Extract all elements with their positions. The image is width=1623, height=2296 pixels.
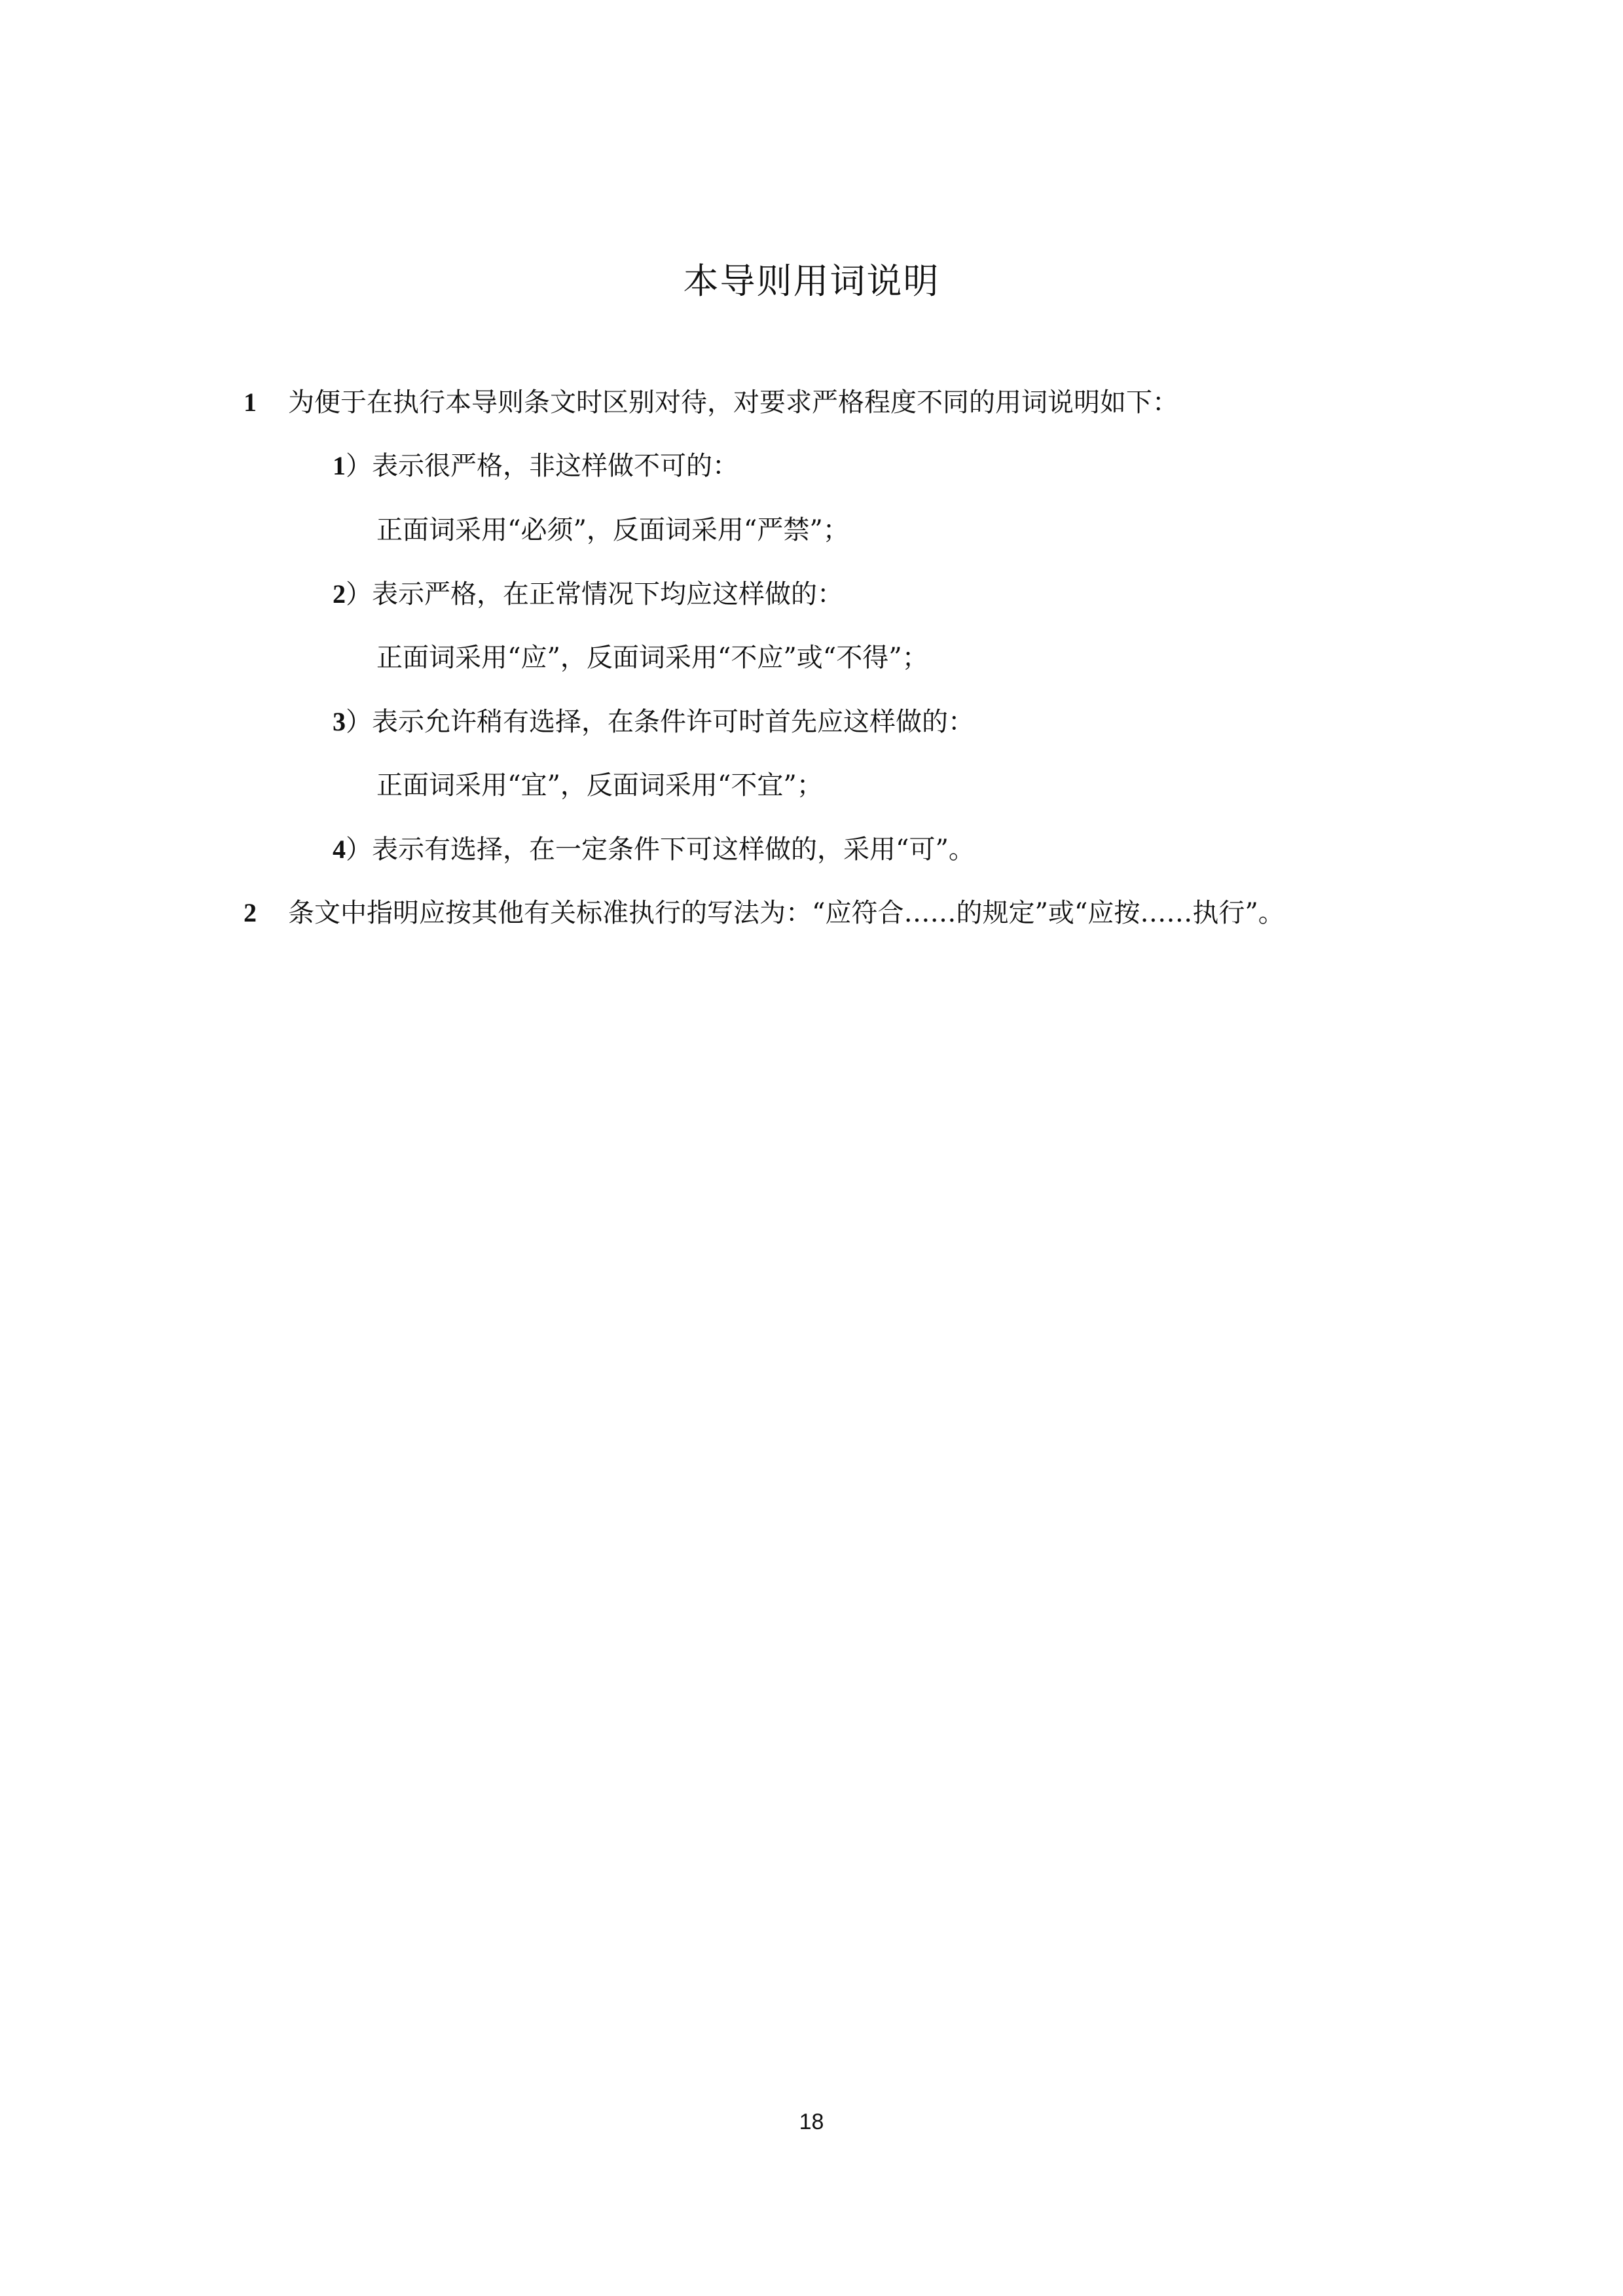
list-item-4 (333, 830, 975, 869)
item-number: 4 (333, 834, 346, 864)
item-detail: 正面词采用“应”，反面词采用“不应”或“不得”； (376, 643, 928, 673)
item-detail: 正面词采用“必须”，反面词采用“严禁”； (376, 515, 849, 545)
item-detail: 正面词采用“宜”，反面词采用“不宜”； (376, 770, 823, 800)
list-item-3 (333, 702, 974, 742)
list-item-2 (333, 575, 843, 614)
item-number: 2 (333, 579, 346, 609)
clause-number: 2 (244, 898, 257, 927)
item-label: ）表示允许稍有选择，在条件许可时首先应这样做的： (346, 707, 974, 737)
item-label: ）表示有选择，在一定条件下可这样做的，采用“可”。 (346, 834, 975, 865)
item-number: 3 (333, 707, 346, 736)
item-label: ）表示很严格，非这样做不可的： (346, 451, 739, 481)
item-label: ）表示严格，在正常情况下均应这样做的： (346, 579, 843, 609)
item-number: 1 (333, 451, 346, 480)
clause-text: 条文中指明应按其他有关标准执行的写法为：“应符合……的规定”或“应按……执行”。 (288, 898, 1285, 928)
clause-number: 1 (244, 387, 257, 417)
page-title: 本导则用词说明 (683, 260, 940, 302)
clause-text: 为便于在执行本导则条文时区别对待，对要求严格程度不同的用词说明如下： (288, 387, 1178, 418)
list-item-1 (333, 446, 739, 486)
page-number: 18 (799, 2109, 824, 2134)
